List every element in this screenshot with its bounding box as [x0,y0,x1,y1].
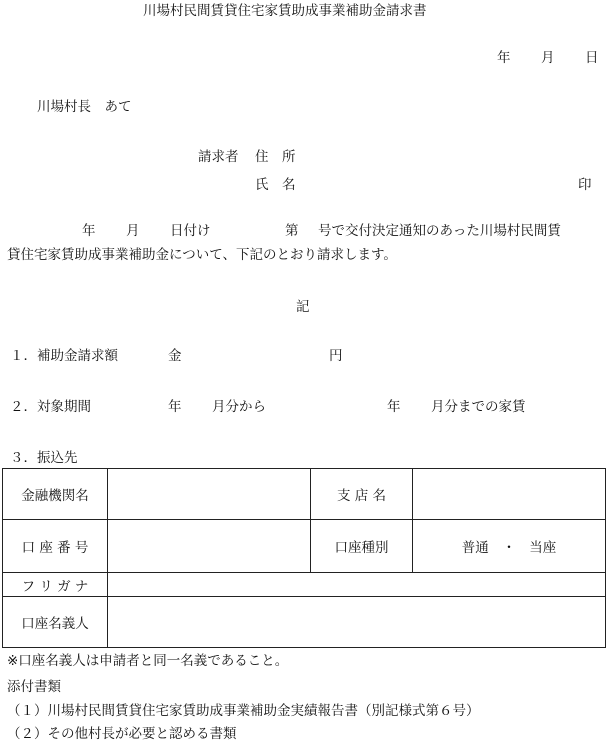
furigana-field[interactable] [108,573,606,597]
attachments-heading: 添付書類 [7,679,61,695]
item2-year1: 年 [168,399,182,415]
attachment-item-2: （２）その他村長が必要と認める書類 [7,726,237,742]
date-month: 月 [541,50,555,66]
furigana-label: フ リ ガ ナ [3,573,108,597]
body-line2: 貸住宅家賃助成事業補助金について、下記のとおり請求します。 [7,247,397,263]
item1-yen: 円 [329,348,343,364]
item1-kin: 金 [168,348,182,364]
bank-info-table [2,468,606,648]
item1-label: １．補助金請求額 [10,348,118,364]
date-day: 日 [585,50,599,66]
account-holder-label: 口座名義人 [3,597,108,648]
table-row [3,597,606,648]
holder-note: ※口座名義人は申請者と同一名義であること。 [7,653,289,669]
body-dai: 第 [285,223,299,239]
requester-label: 請求者 [198,149,239,165]
attachment-item-1: （１）川場村民間賃貸住宅家賃助成事業補助金実績報告書（別記様式第６号） [7,703,480,719]
ki-heading: 記 [296,299,310,315]
account-type-options[interactable]: 普通 ・ 当座 [413,520,606,573]
date-year: 年 [497,50,511,66]
table-row [3,469,606,520]
body-year: 年 [82,223,96,239]
bank-name-label: 金融機関名 [3,469,108,520]
account-number-label: 口 座 番 号 [3,520,108,573]
table-row [3,573,606,597]
item2-label: ２．対象期間 [10,399,91,415]
addressee: 川場村長 あて [37,99,132,115]
body-month: 月 [126,223,140,239]
seal-mark: 印 [578,177,592,193]
account-type-label: 口座種別 [311,520,413,573]
address-label: 住 所 [255,149,296,165]
branch-field[interactable] [413,469,606,520]
item2-from: 月分から [212,399,266,415]
bank-name-field[interactable] [108,469,311,520]
item2-year2: 年 [387,399,401,415]
item3-label: ３．振込先 [10,450,78,466]
account-holder-field[interactable] [108,597,606,648]
body-day-suffix: 日付け [170,223,211,239]
item2-to: 月分までの家賃 [431,399,526,415]
table-row [3,520,606,573]
name-label: 氏 名 [255,177,296,193]
account-number-field[interactable] [108,520,311,573]
body-line1-rest: 号で交付決定通知のあった川場村民間賃 [318,223,561,239]
document-title: 川場村民間賃貸住宅家賃助成事業補助金請求書 [143,3,427,19]
branch-label: 支 店 名 [311,469,413,520]
